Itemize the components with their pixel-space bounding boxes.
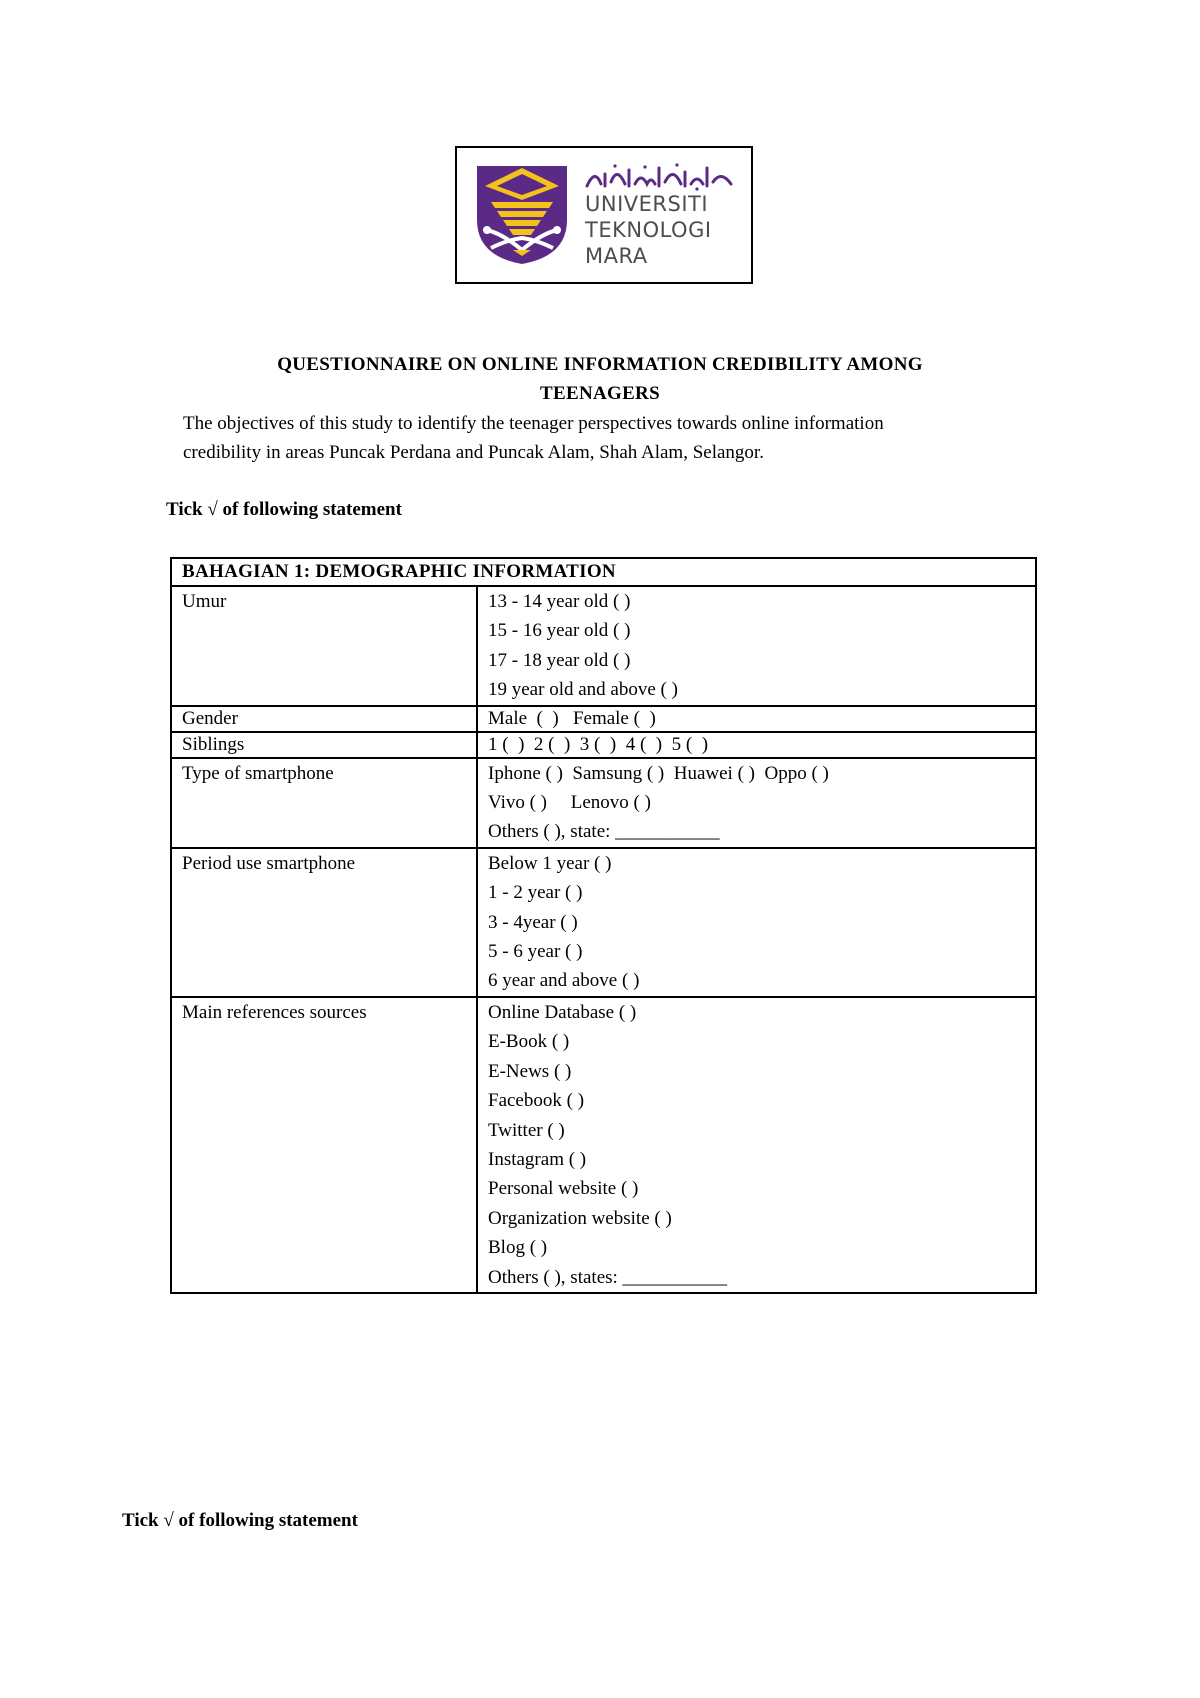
table-header-row	[171, 558, 1036, 586]
option-item[interactable]: 17 - 18 year old ( )	[488, 649, 631, 671]
intro-line2: credibility in areas Puncak Perdana and Puncak Alam, Shah Alam, Selangor.	[183, 442, 764, 463]
demographic-table	[170, 557, 1037, 1294]
row-options-smartphone	[477, 758, 1036, 848]
row-options-period	[477, 848, 1036, 997]
university-logo	[455, 146, 753, 284]
instruction-top: Tick √ of following statement	[166, 499, 402, 520]
row-label-references: Main references sources	[171, 997, 477, 1293]
option-item[interactable]: 13 - 14 year old ( )	[488, 591, 631, 612]
option-item[interactable]: 15 - 16 year old ( )	[488, 620, 631, 642]
option-item[interactable]: Below 1 year ( )	[488, 852, 612, 874]
row-options-gender	[477, 706, 1036, 732]
option-item[interactable]: Organization website ( )	[488, 1207, 672, 1229]
logo-line-universiti: UNIVERSITI	[585, 192, 709, 216]
option-item[interactable]: Iphone ( ) Samsung ( ) Huawei ( ) Oppo ( )	[488, 762, 829, 784]
option-item[interactable]: 5 - 6 year ( )	[488, 941, 583, 963]
option-item[interactable]: Vivo ( ) Lenovo ( )	[488, 792, 651, 814]
uitm-crest-icon	[473, 164, 571, 266]
option-item[interactable]: Blog ( )	[488, 1237, 548, 1259]
option-item[interactable]: Online Database ( )	[488, 1001, 637, 1023]
option-item[interactable]: Twitter ( )	[488, 1119, 565, 1141]
option-item[interactable]: E-Book ( )	[488, 1031, 570, 1053]
instruction-bottom: Tick √ of following statement	[122, 1510, 358, 1531]
table-row	[171, 706, 1036, 732]
table-row	[171, 586, 1036, 706]
option-item[interactable]: Personal website ( )	[488, 1178, 639, 1200]
option-item[interactable]: Others ( ), state: ___________	[488, 821, 720, 843]
table-row	[171, 732, 1036, 758]
table-header: BAHAGIAN 1: DEMOGRAPHIC INFORMATION	[171, 558, 1036, 586]
option-item[interactable]: 19 year old and above ( )	[488, 679, 678, 701]
option-item[interactable]: 6 year and above ( )	[488, 970, 640, 992]
logo-line-teknologi: TEKNOLOGI	[585, 218, 712, 242]
option-item[interactable]: Others ( ), states: ___________	[488, 1266, 728, 1288]
intro-line1: The objectives of this study to identify the teenager perspectives towards online information	[183, 413, 884, 434]
option-item[interactable]: 3 - 4year ( )	[488, 911, 578, 933]
option-item[interactable]: 1 ( ) 2 ( ) 3 ( ) 4 ( ) 5 ( )	[488, 733, 709, 755]
option-item[interactable]: Facebook ( )	[488, 1090, 585, 1112]
row-label-smartphone: Type of smartphone	[171, 758, 477, 848]
row-label-period: Period use smartphone	[171, 848, 477, 997]
option-item[interactable]: 1 - 2 year ( )	[488, 882, 583, 904]
option-item[interactable]: Male ( ) Female ( )	[488, 707, 656, 729]
option-item[interactable]: E-News ( )	[488, 1060, 572, 1082]
row-label-gender: Gender	[171, 706, 477, 732]
page-title-line2: TEENAGERS	[540, 383, 660, 404]
table-row	[171, 848, 1036, 997]
page-title-line1: QUESTIONNAIRE ON ONLINE INFORMATION CREDIBILITY AMONG	[277, 354, 923, 375]
table-row	[171, 758, 1036, 848]
row-label-umur: Umur	[171, 586, 477, 706]
jawi-script-icon	[585, 162, 735, 192]
logo-line-mara: MARA	[585, 244, 648, 268]
row-label-siblings: Siblings	[171, 732, 477, 758]
row-options-siblings	[477, 732, 1036, 758]
row-options-references	[477, 997, 1036, 1293]
row-options-umur	[477, 586, 1036, 706]
option-item[interactable]: Instagram ( )	[488, 1148, 587, 1170]
table-row	[171, 997, 1036, 1293]
